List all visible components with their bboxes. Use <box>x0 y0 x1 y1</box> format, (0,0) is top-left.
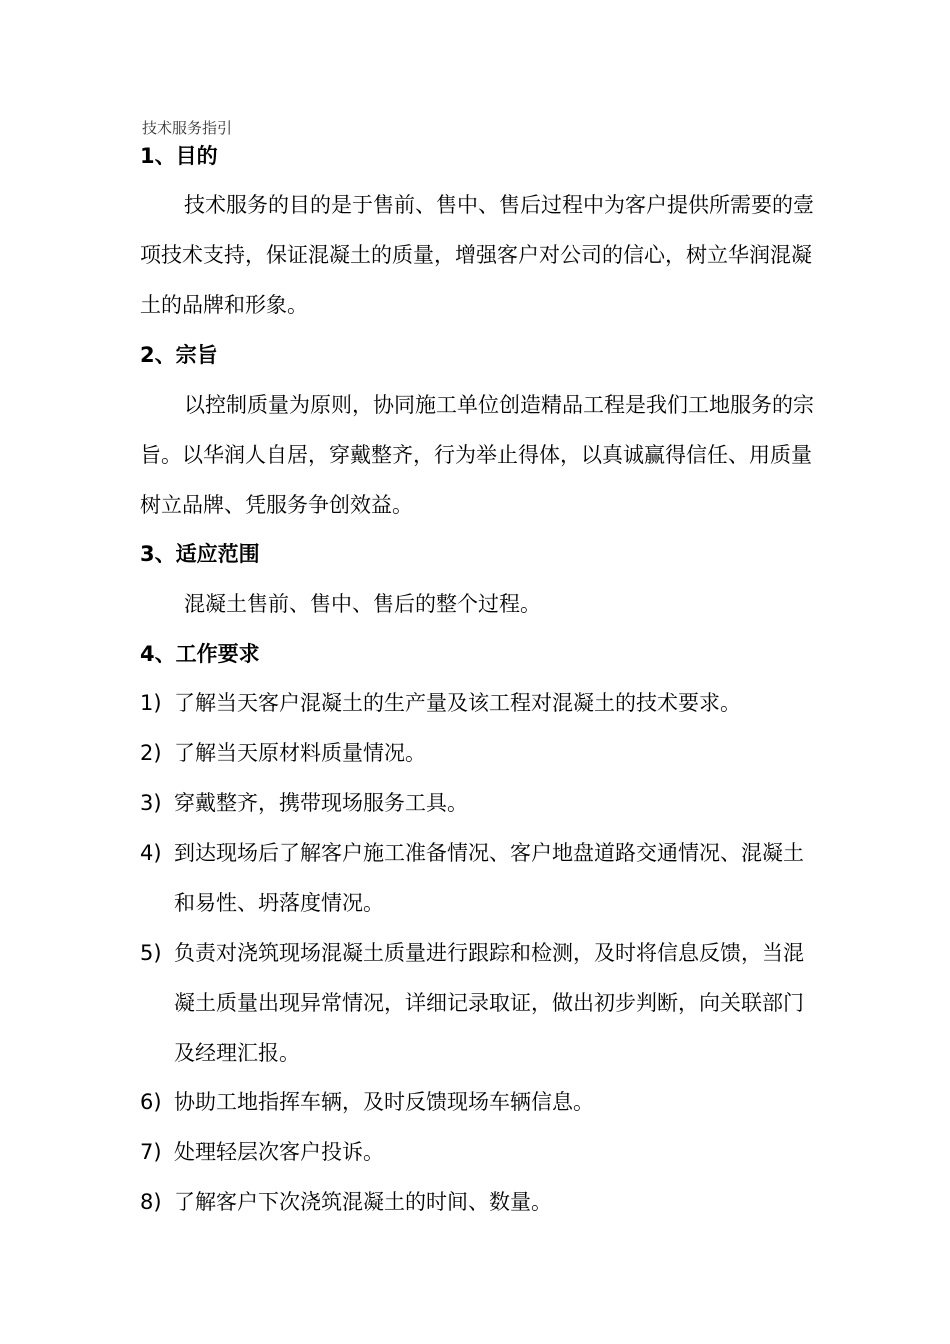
list-item <box>140 1077 820 1127</box>
list-item-number: 6) <box>140 1090 162 1114</box>
section-4-title: 4、工作要求 <box>140 642 260 666</box>
list-item <box>140 778 820 828</box>
list-item <box>140 678 820 728</box>
list-item-text: 穿戴整齐，携带现场服务工具。 <box>174 791 468 815</box>
list-item-number: 8) <box>140 1190 162 1214</box>
section-3-title: 3、适应范围 <box>140 542 260 566</box>
section-1-title: 1、目的 <box>140 144 218 168</box>
list-item-text: 处理轻层次客户投诉。 <box>174 1140 384 1164</box>
list-item-text: 负责对浇筑现场混凝土质量进行跟踪和检测，及时将信息反馈，当混凝土质量出现异常情况，详细记录取证，做出初步判断，向关联部门及经理汇报。 <box>174 941 804 1065</box>
list-item <box>140 928 820 1078</box>
section-2-title: 2、宗旨 <box>140 343 218 367</box>
list-item-number: 2) <box>140 741 162 765</box>
list-item <box>140 1177 820 1227</box>
list-item <box>140 828 820 928</box>
list-item <box>140 728 820 778</box>
section-2-text: 以控制质量为原则，协同施工单位创造精品工程是我们工地服务的宗旨。以华润人自居，穿戴整齐，行为举止得体，以真诚赢得信任、用质量树立品牌、凭服务争创效益。 <box>140 393 814 517</box>
list-item-text: 了解当天客户混凝土的生产量及该工程对混凝土的技术要求。 <box>174 691 741 715</box>
list-item-number: 1) <box>140 691 162 715</box>
list-item-text: 了解当天原材料质量情况。 <box>174 741 426 765</box>
list-item-text: 了解客户下次浇筑混凝土的时间、数量。 <box>174 1190 552 1214</box>
list-item-number: 5) <box>140 941 162 965</box>
section-1-text: 技术服务的目的是于售前、售中、售后过程中为客户提供所需要的壹项技术支持，保证混凝土的质量，增强客户对公司的信心，树立华润混凝土的品牌和形象。 <box>140 193 814 317</box>
list-item <box>140 1127 820 1177</box>
list-item-number: 3) <box>140 791 162 815</box>
list-item-text: 协助工地指挥车辆，及时反馈现场车辆信息。 <box>174 1090 594 1114</box>
list-item-number: 4) <box>140 841 162 865</box>
list-item-text: 到达现场后了解客户施工准备情况、客户地盘道路交通情况、混凝土和易性、坍落度情况。 <box>174 841 804 915</box>
list-item-number: 7) <box>140 1140 162 1164</box>
document-header: 技术服务指引 <box>142 119 233 137</box>
section-3-text: 混凝土售前、售中、售后的整个过程。 <box>184 592 541 616</box>
